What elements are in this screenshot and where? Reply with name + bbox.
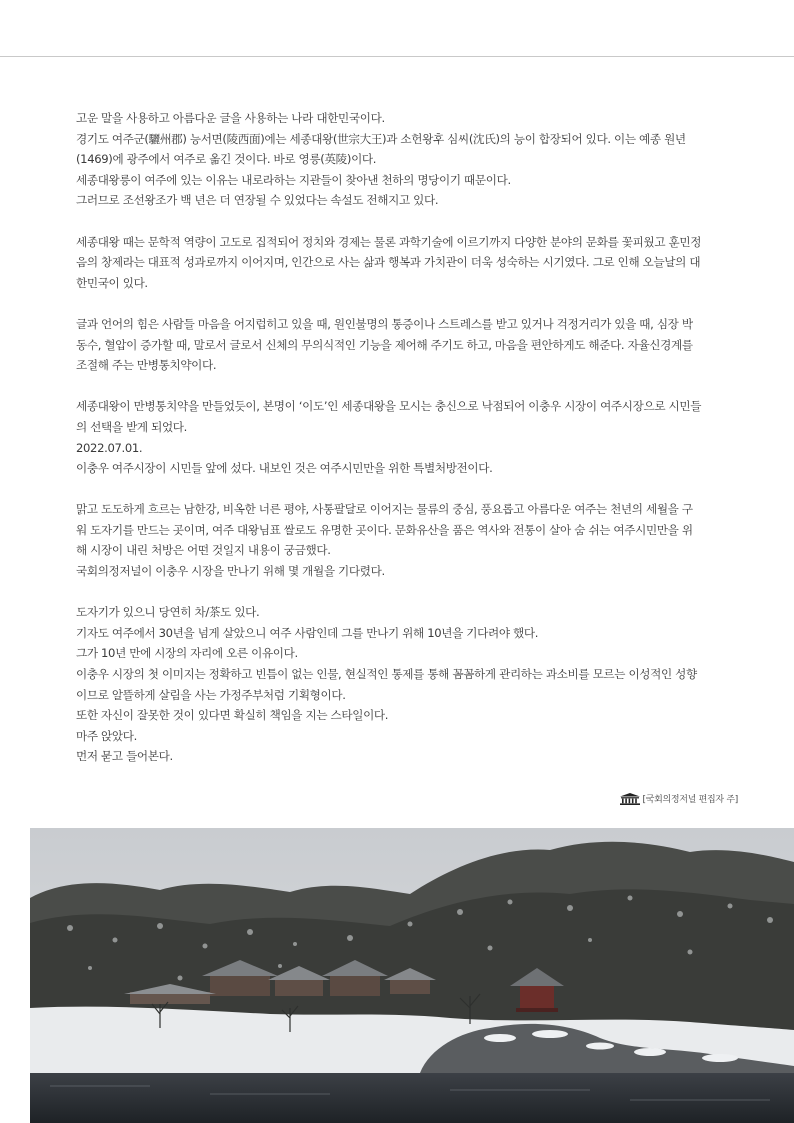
text-line: 이므로 알뜰하게 살림을 사는 가정주부처럼 기획형이다. (76, 687, 346, 702)
text-line: 기자도 여주에서 30년을 넘게 살았으니 여주 사람인데 그를 만나기 위해 10년을 기다려야 했다. (76, 625, 539, 640)
text-line: 조절해 주는 만병통치약이다. (76, 358, 217, 373)
paragraph-6 (76, 602, 738, 767)
text-line: 국회의정저널이 이충우 시장을 만나기 위해 몇 개월을 기다렸다. (76, 564, 385, 579)
building-icon (620, 793, 640, 805)
text-line: 음의 창제라는 대표적 성과로까지 이어지며, 인간으로 사는 삶과 행복과 가치관이 더욱 성숙하는 시기였다. 그로 인해 오늘날의 대 (76, 255, 701, 270)
top-divider (0, 56, 794, 57)
text-line: 이충우 시장의 첫 이미지는 정확하고 빈틈이 없는 인물, 현실적인 통제를 통해 꼼꼼하게 관리하는 과소비를 모르는 이성적인 성향 (76, 667, 697, 682)
date-line: 2022.07.01. (76, 440, 143, 455)
editor-note (620, 792, 739, 805)
text-line: 워 도자기를 만드는 곳이며, 여주 대왕님표 쌀로도 유명한 곳이다. 문화유산을 품은 역사와 전통이 살아 숨 쉬는 여주시민만을 위 (76, 522, 693, 537)
text-line: 한민국이 있다. (76, 275, 148, 290)
paragraph-4 (76, 396, 738, 478)
editor-note-text: [국회의정저널 편집자 주] (642, 795, 738, 805)
text-line: 또한 자신이 잘못한 것이 있다면 확실히 책임을 지는 스타일이다. (76, 708, 389, 723)
text-line: 먼저 묻고 들어본다. (76, 749, 173, 764)
text-line: 그러므로 조선왕조가 백 년은 더 연장될 수 있었다는 속설도 전해지고 있다. (76, 193, 439, 208)
text-line: 도자기가 있으니 당연히 차/茶도 있다. (76, 605, 260, 620)
paragraph-1 (76, 108, 738, 211)
text-line: 세종대왕릉이 여주에 있는 이유는 내로라하는 지관들이 찾아낸 천하의 명당이기 때문이다. (76, 172, 511, 187)
text-line: 이충우 여주시장이 시민들 앞에 섰다. 내보인 것은 여주시민만을 위한 특별처방전이다. (76, 461, 493, 476)
text-line: 세종대왕이 만병통치약을 만들었듯이, 본명이 ‘이도’인 세종대왕을 모시는 충신으로 낙점되어 이충우 시장이 여주시장으로 시민들 (76, 399, 702, 414)
text-line: 마주 앉았다. (76, 728, 137, 743)
text-line: 글과 언어의 힘은 사람들 마음을 어지럽히고 있을 때, 원인불명의 통증이나 스트레스를 받고 있거나 걱정거리가 있을 때, 심장 박 (76, 316, 693, 331)
text-line: 의 선택을 받게 되었다. (76, 419, 187, 434)
text-line: 경기도 여주군(驪州郡) 능서면(陵西面)에는 세종대왕(世宗大王)과 소헌왕후 심씨(沈氏)의 능이 합장되어 있다. 이는 예종 원년 (76, 131, 686, 146)
landscape-photo (30, 828, 794, 1123)
text-line: 그가 10년 만에 시장의 자리에 오른 이유이다. (76, 646, 298, 661)
text-line: (1469)에 광주에서 여주로 옮긴 것이다. 바로 영릉(英陵)이다. (76, 152, 377, 167)
paragraph-3 (76, 314, 738, 376)
text-line: 고운 말을 사용하고 아름다운 글을 사용하는 나라 대한민국이다. (76, 111, 385, 125)
article-body (76, 108, 738, 788)
text-line: 동수, 혈압이 증가할 때, 말로서 글로서 신체의 무의식적인 기능을 제어해 주기도 하고, 마음을 편안하게도 해준다. 자율신경계를 (76, 337, 693, 352)
text-line: 세종대왕 때는 문학적 역량이 고도로 집적되어 정치와 경제는 물론 과학기술에 이르기까지 다양한 분야의 문화를 꽃피웠고 훈민정 (76, 234, 702, 249)
text-line: 맑고 도도하게 흐르는 남한강, 비옥한 너른 평야, 사통팔달로 이어지는 물류의 중심, 풍요롭고 아름다운 여주는 천년의 세월을 구 (76, 502, 693, 517)
text-line: 해 시장이 내린 처방은 어떤 것일지 내용이 궁금했다. (76, 543, 331, 558)
paragraph-5 (76, 499, 738, 581)
paragraph-2 (76, 232, 738, 294)
